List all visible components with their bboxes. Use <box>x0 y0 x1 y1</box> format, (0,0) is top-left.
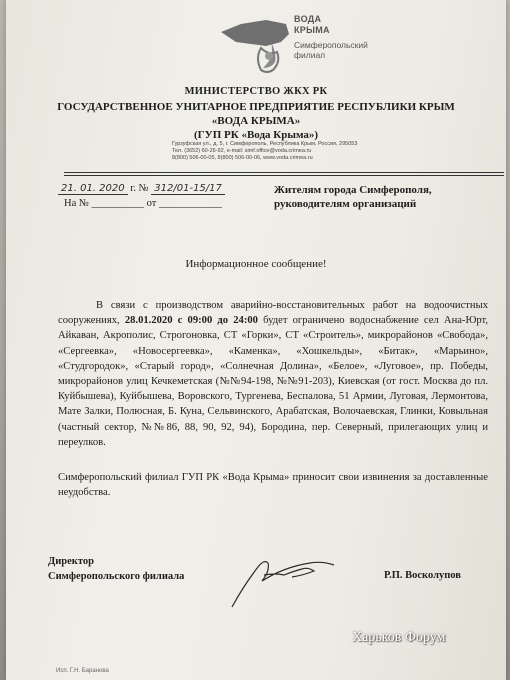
addressee-line1: Жителям города Симферополя, <box>274 184 432 196</box>
contact-phone-email: Тел. (3652) 60-26-92, e-mail: simf.office@voda.crimea.ru <box>172 148 312 154</box>
organization-short-name: (ГУП РК «Вода Крыма») <box>193 129 319 141</box>
registration-line <box>58 183 225 194</box>
logo-brand <box>294 14 330 36</box>
signatory-name: Р.П. Восколупов <box>384 570 461 581</box>
signatory-position <box>48 554 184 584</box>
executor-note: Исп. Г.Н. Баранова <box>56 668 109 674</box>
registration-g-label: г. <box>130 183 136 194</box>
registration-date: 21. 01. 2020 <box>58 183 128 195</box>
reference-blank-date: ____________ <box>158 198 222 209</box>
contact-address: Гурзуфская ул., д. 5, г. Симферополь, Республика Крым, Россия, 295053 <box>172 141 358 147</box>
document-title: Информационное сообщение! <box>185 258 327 270</box>
registration-no-label: № <box>138 183 149 194</box>
logo-brand-line1: ВОДА <box>294 14 322 24</box>
reference-na-label: На № <box>64 198 89 209</box>
organization-brand: «ВОДА КРЫМА» <box>211 115 301 127</box>
outage-datetime: 28.01.2020 с 09:00 до 24:00 <box>124 315 258 327</box>
ministry-heading: МИНИСТЕРСТВО ЖКХ РК <box>184 86 328 97</box>
contact-block <box>172 141 432 162</box>
forum-watermark: Харьков Форум <box>352 630 446 645</box>
reference-line <box>64 198 222 209</box>
apology-text: Симферопольский филиал ГУП РК «Вода Крыма» приносит свои извинения за доставленные неудобства. <box>58 472 488 499</box>
paragraph-intro: В связи с производством аварийно-восстановительных работ на водоочистных сооружениях, <box>58 300 488 327</box>
logo-branch-line1: Симферопольский <box>294 40 368 50</box>
logo-branch <box>294 40 368 60</box>
header-divider-secondary <box>64 175 504 176</box>
addressee-line2: руководителям организаций <box>274 198 417 210</box>
logo-brand-line2: КРЫМА <box>294 25 330 35</box>
reference-blank-number: __________ <box>91 198 145 209</box>
contact-hotline-website: 8(800) 506-00-05, 8(800) 506-00-06, www.voda.crimea.ru <box>172 155 313 161</box>
header-divider <box>64 172 504 173</box>
reference-ot-label: от <box>146 198 157 209</box>
apology-paragraph <box>58 470 488 500</box>
signatory-title-line1: Директор <box>48 556 94 567</box>
registration-number: 312/01-15/17 <box>151 183 225 195</box>
organization-name: ГОСУДАРСТВЕННОЕ УНИТАРНОЕ ПРЕДПРИЯТИЕ РЕСПУБЛИКИ КРЫМ <box>57 101 455 113</box>
logo-branch-line2: филиал <box>294 50 326 60</box>
signatory-title-line2: Симферопольского филиала <box>48 571 185 582</box>
handwritten-signature-icon <box>224 545 344 615</box>
addressee-block <box>274 183 432 211</box>
paragraph-affected-areas: будет ограничено водоснабжение сел Ана-Юрт, Айкаван, Акрополис, Строгоновка, СТ «Горки», СТ «Строитель», микрорайонов «Свобода», «Сергеевка», «Новосергеевка», «Каменка», «Хошкельды», «Битак», «Марьино», «Студгородок», «Старый город», «Солнечная Долина», «Белое», «Луговое», пр. Победы, микрорайонов улиц Кечкеметская (№№94-198, №№91-203), Киевская (от гост. Москва до пл. Куйбышева), Куйбышева, Воровского, Тургенева, Беспалова, 51 Армии, Луговая, Лермонтова, Мате Залки, Полюсная, Б. Куна, Сельвинского, Арабатская, Волочаевская, Глинки, Ковыльная (частный сектор, №№86, 88, 90, 92, 94), Бородина, пер. Северный, прилегающих улиц и переулков. <box>58 315 488 448</box>
letter-page <box>6 0 506 680</box>
main-paragraph <box>58 298 488 450</box>
